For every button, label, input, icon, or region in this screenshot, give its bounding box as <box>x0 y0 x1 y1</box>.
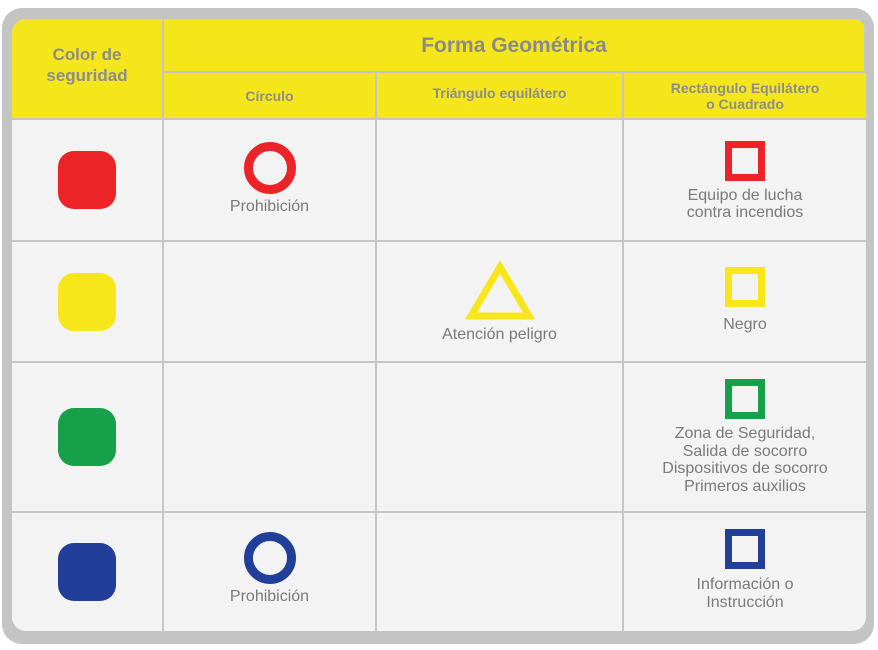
square-note-red-line-1: Equipo de lucha <box>687 186 803 204</box>
color-cell-blue <box>12 513 164 631</box>
safety-color-table <box>12 19 866 631</box>
header-circulo-label: Círculo <box>245 87 294 104</box>
header-rectangulo-line-1: Rectángulo Equilátero <box>670 79 820 96</box>
circle-label-red: Prohibición <box>229 197 310 215</box>
square-note-green <box>662 425 827 495</box>
square-note-yellow <box>723 316 767 334</box>
square-note-red <box>687 187 804 222</box>
header-rectangulo-line-2: o Cuadrado <box>706 95 784 112</box>
square-cell-red <box>624 120 866 242</box>
square-note-green-line-4: Primeros auxilios <box>684 477 806 495</box>
header-circulo <box>164 73 377 120</box>
color-cell-red <box>12 120 164 242</box>
green-swatch <box>58 408 116 466</box>
square-note-blue-line-2: Instrucción <box>706 593 784 611</box>
blue-square-outline-icon <box>725 529 765 569</box>
yellow-square-outline-icon <box>725 267 765 307</box>
square-cell-blue <box>624 513 866 631</box>
square-note-green-line-3: Dispositivos de socorro <box>662 460 828 477</box>
circle-cell-green <box>164 363 377 513</box>
square-note-green-line-1: Zona de Seguridad, <box>674 425 816 442</box>
square-cell-yellow <box>624 242 866 363</box>
square-note-green-line-2: Salida de socorro <box>682 442 808 460</box>
yellow-triangle-outline-icon <box>465 260 535 322</box>
blue-ring-icon <box>243 531 297 585</box>
square-cell-green <box>624 363 866 513</box>
square-note-blue <box>697 576 794 611</box>
triangle-cell-green <box>377 363 624 513</box>
triangle-cell-red <box>377 120 624 242</box>
header-rectangulo <box>624 73 866 120</box>
header-forma-geometrica <box>164 19 866 73</box>
yellow-swatch <box>58 273 116 331</box>
circle-cell-red <box>164 120 377 242</box>
triangle-label-yellow: Atención peligro <box>442 325 557 343</box>
blue-swatch <box>58 543 116 601</box>
triangle-cell-blue <box>377 513 624 631</box>
color-cell-green <box>12 363 164 513</box>
square-note-yellow-line-1: Negro <box>723 316 767 334</box>
circle-label-blue: Prohibición <box>229 587 310 605</box>
triangle-cell-yellow <box>377 242 624 363</box>
red-ring-icon <box>243 141 297 195</box>
header-color-de-seguridad <box>12 19 164 120</box>
red-square-outline-icon <box>725 141 765 181</box>
header-triangulo <box>377 73 624 120</box>
header-corner-line-1: Color de <box>52 44 122 64</box>
header-group-title: Forma Geométrica <box>421 34 607 57</box>
color-cell-yellow <box>12 242 164 363</box>
header-triangulo-label: Triángulo equilátero <box>432 84 567 101</box>
green-square-outline-icon <box>725 379 765 419</box>
circle-cell-blue <box>164 513 377 631</box>
red-swatch <box>58 151 116 209</box>
circle-cell-yellow <box>164 242 377 363</box>
square-note-red-line-2: contra incendios <box>686 204 804 221</box>
square-note-blue-line-1: Información o <box>696 576 794 593</box>
header-corner-line-2: seguridad <box>46 65 128 85</box>
